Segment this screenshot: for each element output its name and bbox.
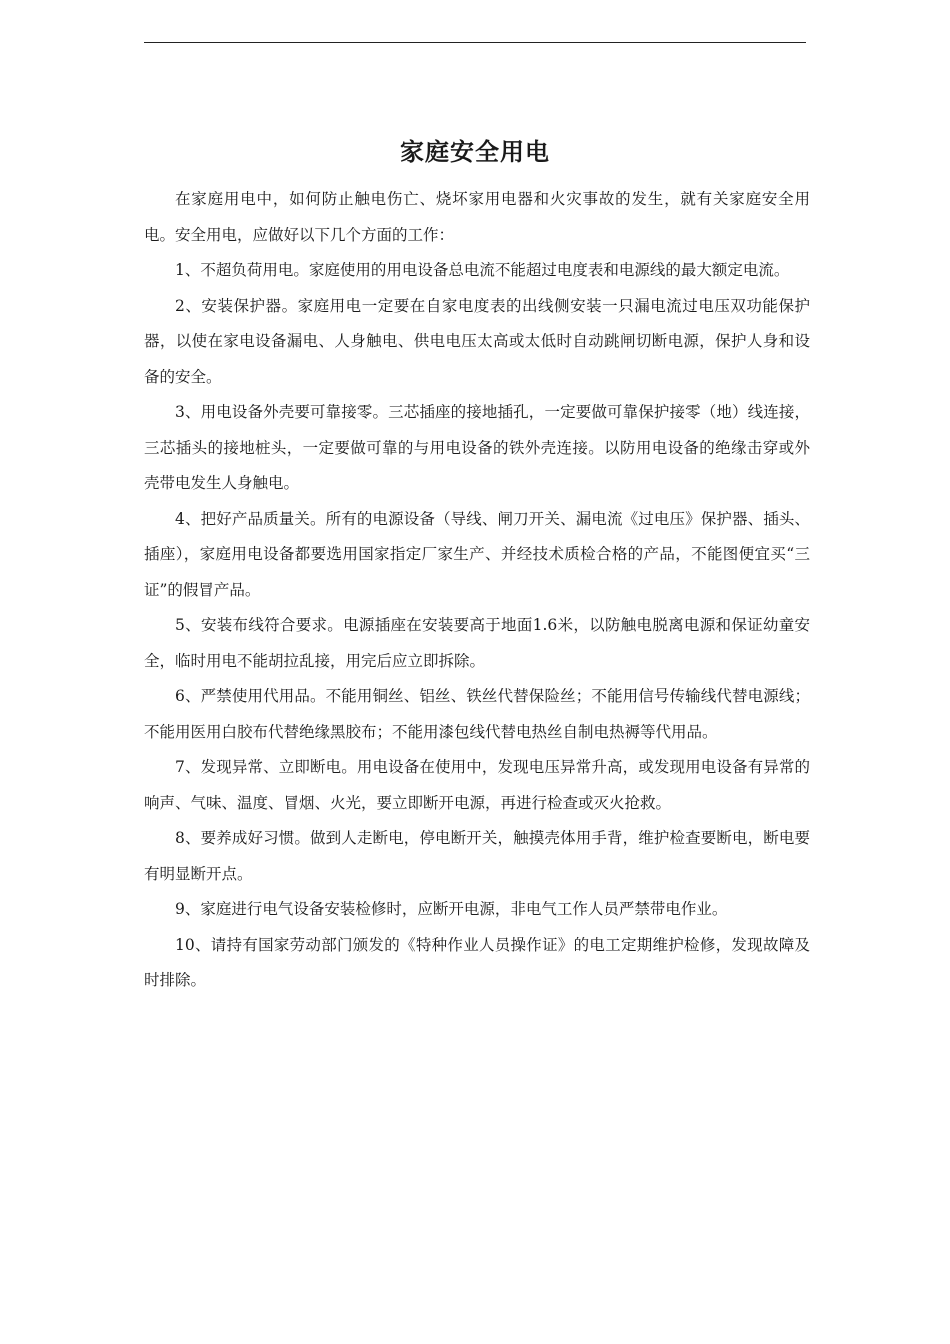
item-paragraph-4: 4、把好产品质量关。所有的电源设备（导线、闸刀开关、漏电流《过电压》保护器、插头、插座），家庭用电设备都要选用国家指定厂家生产、并经技术质检合格的产品，不能图便宜买“三证”的假冒产品。 [144, 509, 810, 599]
document-title: 家庭安全用电 [400, 137, 550, 166]
header-rule [144, 42, 806, 43]
item-paragraph-9: 9、家庭进行电气设备安装检修时，应断开电源，非电气工作人员严禁带电作业。 [175, 900, 728, 918]
intro-paragraph: 在家庭用电中，如何防止触电伤亡、烧坏家用电器和火灾事故的发生，就有关家庭安全用电。安全用电，应做好以下几个方面的工作： [144, 190, 810, 244]
item-paragraph-8: 8、要养成好习惯。做到人走断电，停电断开关，触摸壳体用手背，维护检查要断电，断电要有明显断开点。 [144, 829, 810, 883]
item-paragraph-7: 7、发现异常、立即断电。用电设备在使用中，发现电压异常升高，或发现用电设备有异常的响声、气味、温度、冒烟、火光，要立即断开电源，再进行检查或灭火抢救。 [144, 758, 810, 812]
item-paragraph-1: 1、不超负荷用电。家庭使用的用电设备总电流不能超过电度表和电源线的最大额定电流。 [175, 261, 790, 279]
item-paragraph-10: 10、请持有国家劳动部门颁发的《特种作业人员操作证》的电工定期维护检修，发现故障及时排除。 [144, 935, 810, 989]
item-paragraph-3: 3、用电设备外壳要可靠接零。三芯插座的接地插孔，一定要做可靠保护接零（地）线连接，三芯插头的接地桩头，一定要做可靠的与用电设备的铁外壳连接。以防用电设备的绝缘击穿或外壳带电发生人身触电。 [144, 403, 810, 492]
document-body [144, 182, 810, 999]
item-paragraph-2: 2、安装保护器。家庭用电一定要在自家电度表的出线侧安装一只漏电流过电压双功能保护器，以使在家电设备漏电、人身触电、供电电压太高或太低时自动跳闸切断电源，保护人身和设备的安全。 [144, 296, 810, 386]
item-paragraph-5: 5、安装布线符合要求。电源插座在安装要高于地面1.6米，以防触电脱离电源和保证幼童安全，临时用电不能胡拉乱接，用完后应立即拆除。 [144, 616, 810, 670]
item-paragraph-6: 6、严禁使用代用品。不能用铜丝、铝丝、铁丝代替保险丝；不能用信号传输线代替电源线；不能用医用白胶布代替绝缘黑胶布；不能用漆包线代替电热丝自制电热褥等代用品。 [144, 687, 810, 741]
